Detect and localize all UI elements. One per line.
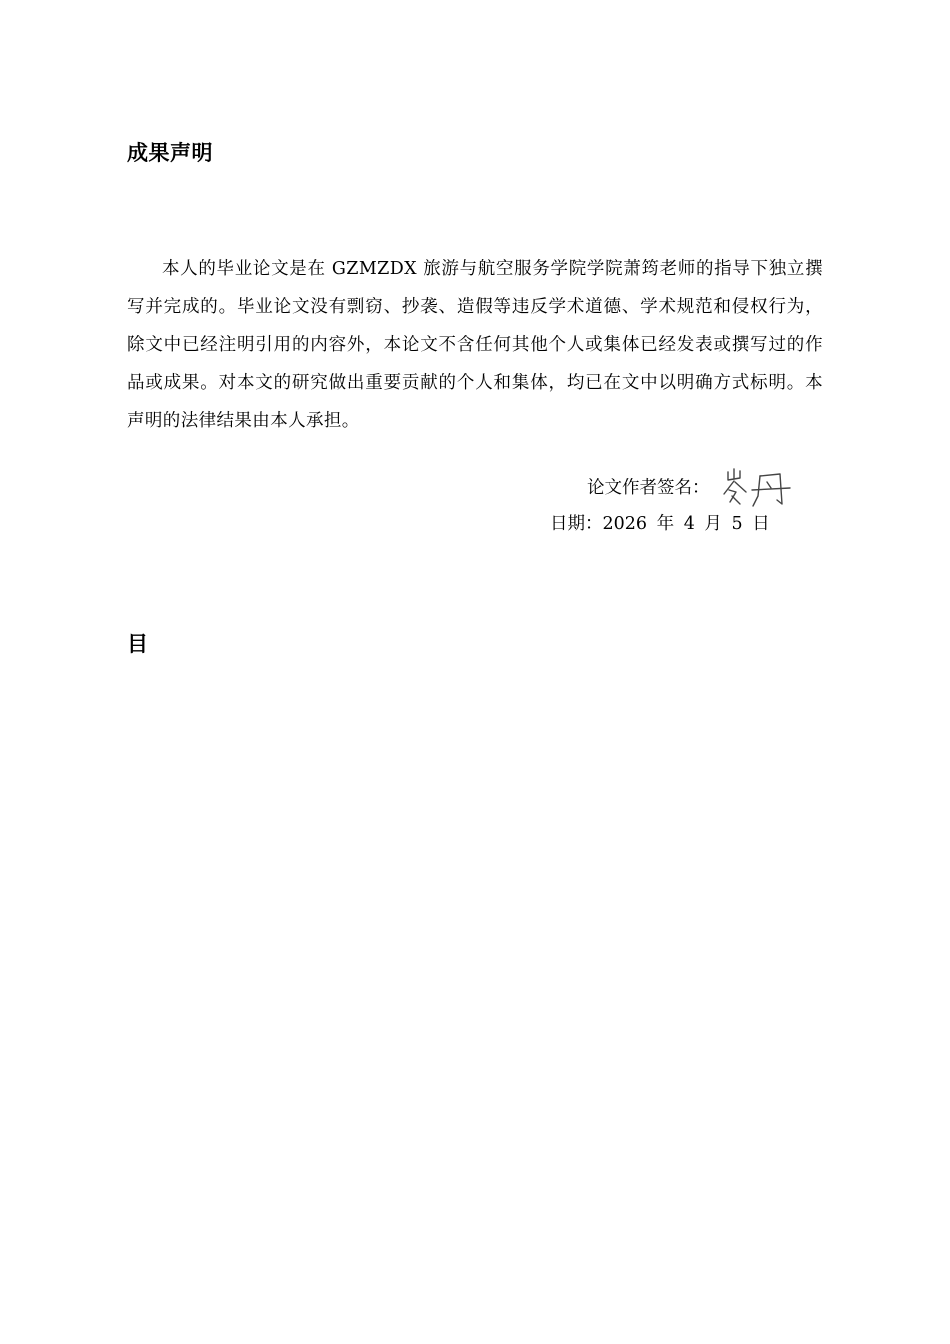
signature-drawing [720, 466, 794, 510]
date-year: 2026 [602, 514, 648, 534]
date-month-unit: 月 [704, 514, 722, 534]
date-line [550, 506, 770, 542]
date-year-unit: 年 [656, 514, 675, 534]
date-day-unit: 日 [752, 514, 770, 534]
signature-line [587, 470, 710, 506]
declaration-paragraph: 本人的毕业论文是在 GZMZDX 旅游与航空服务学院学院萧筠老师的指导下独立撰写并完成的。毕业论文没有剽窃、抄袭、造假等违反学术道德、学术规范和侵权行为，除文中已经注明引用的内容外，本论文不含任何其他个人或集体已经发表或撰写过的作品或成果。对本文的研究做出重要贡献的个人和集体，均已在文中以明确方式标明。本声明的法律结果由本人承担。 [127, 259, 823, 431]
toc-title: 目 [127, 632, 149, 656]
date-label: 日期： [550, 514, 603, 534]
declaration-title: 成果声明 [127, 141, 213, 165]
handwritten-signature [720, 466, 794, 510]
date-day: 5 [731, 514, 743, 534]
signature-label: 论文作者签名： [587, 478, 710, 498]
date-month: 4 [683, 514, 695, 534]
